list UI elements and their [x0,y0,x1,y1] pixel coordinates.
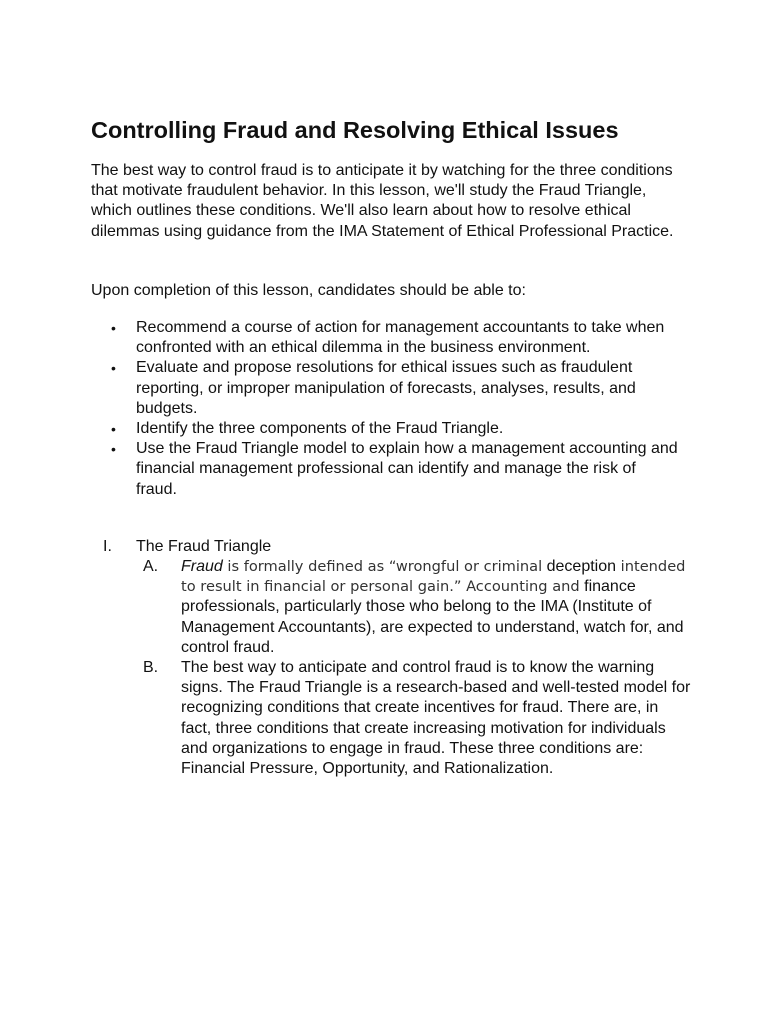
section-numeral: I. [103,538,112,555]
objectives-list [91,318,691,500]
document-title: Controlling Fraud and Resolving Ethical Issues [91,117,619,143]
section-subitems [91,557,691,779]
fraud-term: Fraud [181,558,223,575]
objective-item [91,439,681,500]
fraud-definition-cont: intended to result in financial or personal gain.” Accounting and [181,558,686,596]
subitem-marker: B. [143,659,159,677]
objective-text: Use the Fraud Triangle model to explain how a management accounting and financial management professional can identify and manage the risk of fraud. [136,440,678,498]
objective-text: Identify the three components of the Fraud Triangle. [136,420,504,438]
subitem-b-text: The best way to anticipate and control fraud is to know the warning signs. The Fraud Triangle is a research-based and well-tested model for recognizing conditions that create incentives for fraud. There are, in fact, three conditions that create increasing motivation for individuals and organizations to engage in fraud. These three conditions are: Financial Pressure, Opportunity, and Rationalization. [181,659,691,778]
objective-item [91,318,681,358]
fraud-definition: is formally defined as “wrongful or criminal [222,558,543,575]
bullet-icon: • [111,421,116,438]
fraud-definition-rest: finance professionals, particularly those who belong to the IMA (Institute of Management Accountants), are expected to understand, watch for, and control fraud. [181,578,684,656]
intro-paragraph: The best way to control fraud is to anticipate it by watching for the three conditions that motivate fraudulent behavior. In this lesson, we'll study the Fraud Triangle, which outlines these conditions. We'll also learn about how to resolve ethical dilemmas using guidance from the IMA Statement of Ethical Professional Practice. [91,162,674,240]
bullet-icon: • [111,320,116,336]
fraud-deception: deception [542,558,617,575]
objective-item [91,358,681,419]
subitem-a [91,557,691,658]
objective-text: Recommend a course of action for management accountants to take when confronted with an ethical dilemma in the business environment. [136,319,665,357]
section-heading-text: The Fraud Triangle [136,538,272,555]
subitem-marker: A. [143,558,159,575]
bullet-icon: • [111,360,116,377]
objective-item [91,419,681,439]
bullet-icon: • [111,441,116,458]
subitem-b [91,658,691,779]
objectives-lead: Upon completion of this lesson, candidates should be able to: [91,282,526,299]
fraud-triangle-section [91,537,691,779]
section-heading [91,537,691,557]
objective-text: Evaluate and propose resolutions for ethical issues such as fraudulent reporting, or improper manipulation of forecasts, analyses, results, and budgets. [136,359,636,417]
